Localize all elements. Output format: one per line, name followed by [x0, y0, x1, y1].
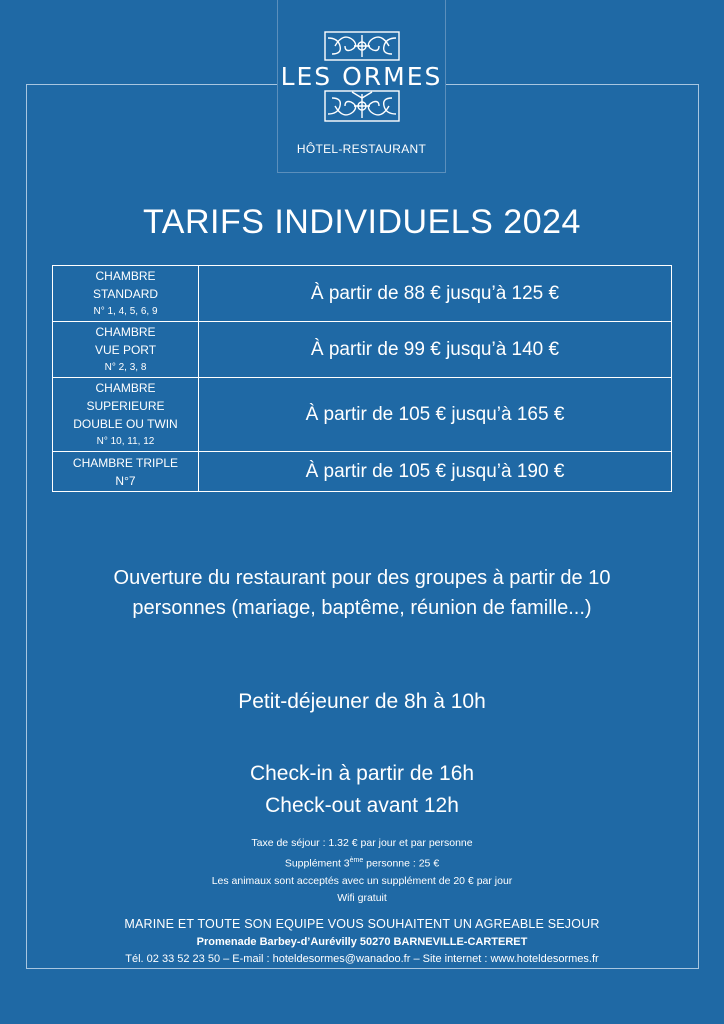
- rates-table: [52, 265, 672, 492]
- restaurant-line: Ouverture du restaurant pour des groupes à partir de 10: [113, 567, 611, 589]
- table-row: [53, 266, 672, 322]
- pets-policy: Les animaux sont acceptés avec un supplément de 20 € par jour: [211, 874, 513, 887]
- room-name: VUE PORT: [94, 343, 157, 357]
- room-numbers: N° 1, 4, 5, 6, 9: [93, 306, 158, 317]
- room-name: N°7: [115, 473, 136, 488]
- hotel-address: Promenade Barbey-d’Aurévilly 50270 BARNEVILLE-CARTERET: [196, 936, 528, 948]
- room-name: SUPERIEURE: [86, 399, 165, 413]
- restaurant-line: personnes (mariage, baptême, réunion de famille...): [132, 597, 592, 619]
- table-row: [53, 452, 672, 492]
- room-cell: [53, 378, 199, 452]
- checkin-checkout: [0, 758, 724, 822]
- hotel-subtitle: HÔTEL-RESTAURANT: [296, 142, 427, 156]
- contact-info: Tél. 02 33 52 23 50 – E-mail : hoteldesormes@wanadoo.fr – Site internet : www.hoteldesormes.fr: [125, 953, 599, 965]
- room-name: CHAMBRE: [95, 381, 156, 395]
- checkout-time: Check-out avant 12h: [265, 794, 459, 817]
- room-cell: [53, 322, 199, 378]
- price-cell: À partir de 99 € jusqu’à 140 €: [199, 322, 672, 378]
- hotel-name: LES ORMES: [280, 62, 443, 91]
- checkin-time: Check-in à partir de 16h: [249, 762, 475, 785]
- room-name: CHAMBRE: [95, 325, 156, 339]
- price-cell: À partir de 105 € jusqu’à 165 €: [199, 378, 672, 452]
- wifi-info: Wifi gratuit: [337, 891, 387, 904]
- room-numbers: N° 2, 3, 8: [104, 362, 147, 373]
- tourist-tax: Taxe de séjour : 1.32 € par jour et par personne: [251, 837, 473, 849]
- page-title: TARIFS INDIVIDUELS 2024: [143, 203, 581, 241]
- room-numbers: N° 10, 11, 12: [96, 436, 155, 447]
- room-name: CHAMBRE TRIPLE: [72, 455, 179, 470]
- room-cell: [53, 266, 199, 322]
- room-name: CHAMBRE: [95, 269, 156, 283]
- room-cell: [53, 452, 199, 492]
- welcome-message: MARINE ET TOUTE SON EQUIPE VOUS SOUHAITENT UN AGREABLE SEJOUR: [124, 917, 600, 931]
- room-name: STANDARD: [92, 287, 159, 301]
- restaurant-notice: [0, 563, 724, 623]
- extra-person-supplement: Supplément 3ème personne : 25 €: [284, 857, 440, 870]
- room-name: DOUBLE OU TWIN: [73, 417, 178, 431]
- breakfast-hours: Petit-déjeuner de 8h à 10h: [238, 690, 486, 713]
- price-cell: À partir de 105 € jusqu’à 190 €: [199, 452, 672, 492]
- price-cell: À partir de 88 € jusqu’à 125 €: [199, 266, 672, 322]
- additional-info: [0, 835, 724, 907]
- table-row: [53, 322, 672, 378]
- hotel-logo: [277, 0, 446, 173]
- table-row: [53, 378, 672, 452]
